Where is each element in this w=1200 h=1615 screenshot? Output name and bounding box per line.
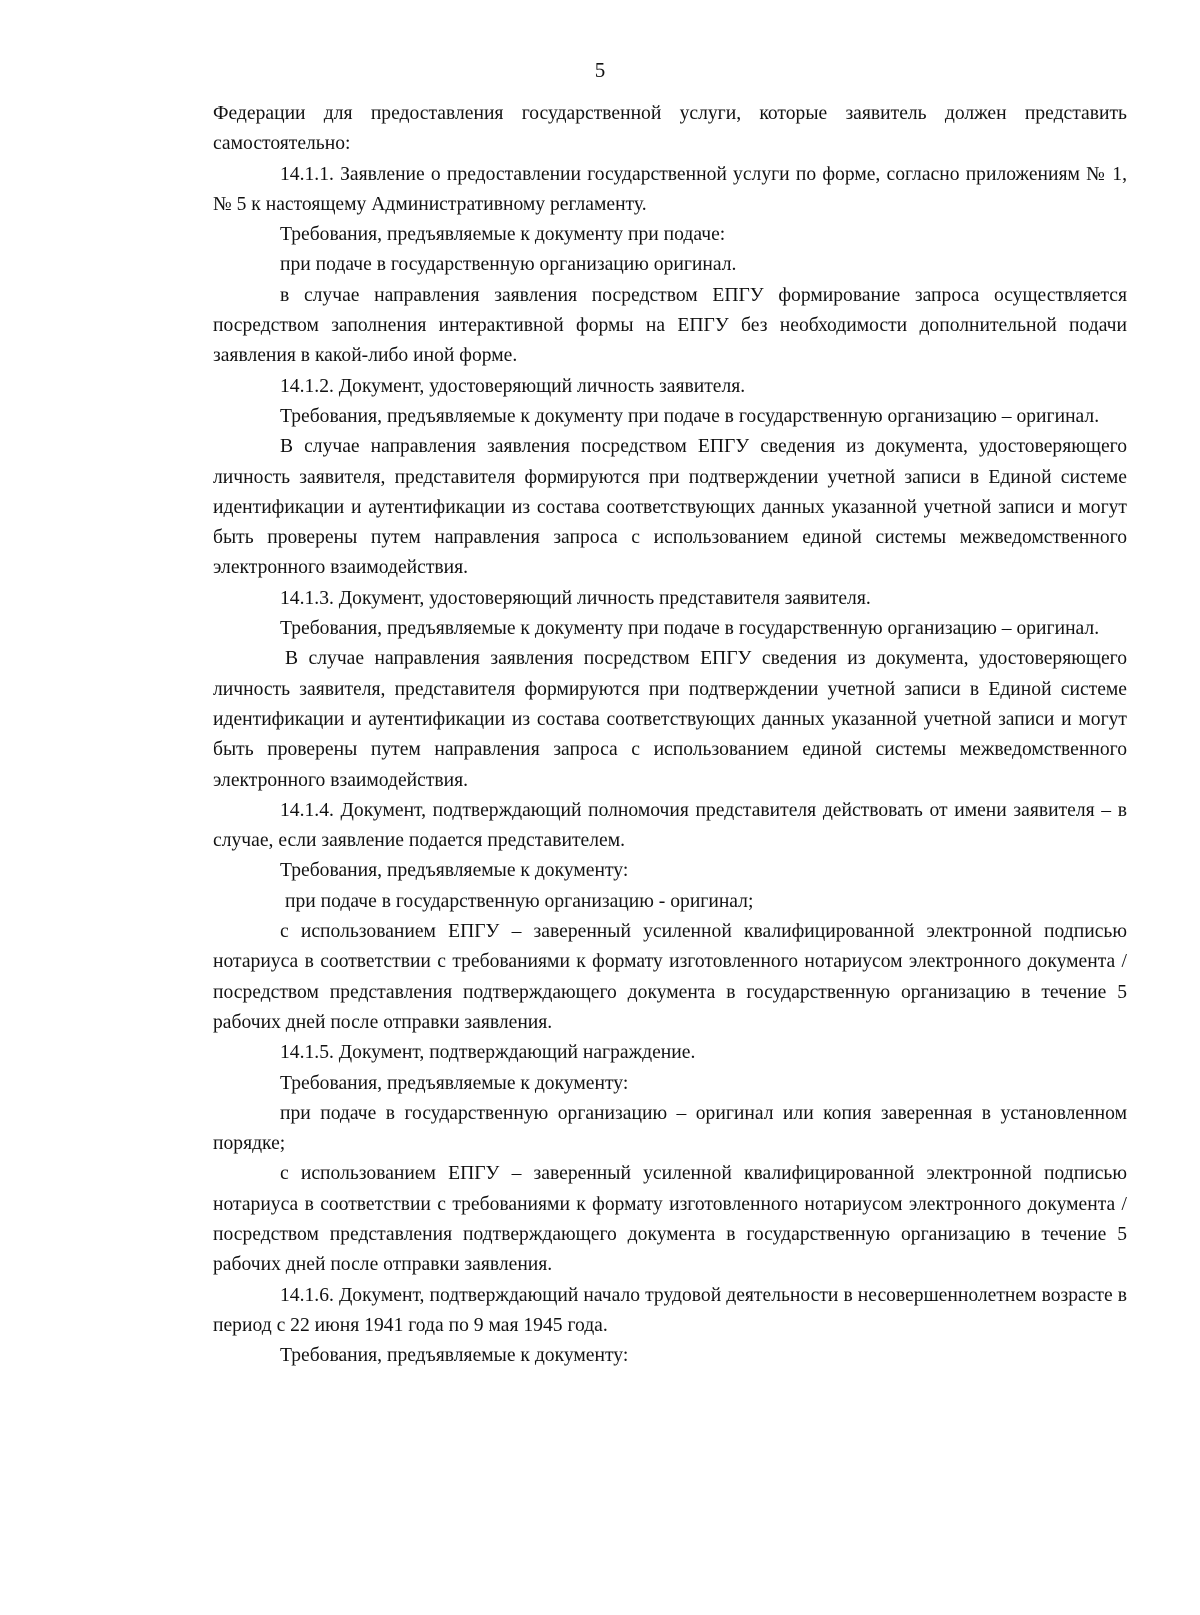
paragraph: Требования, предъявляемые к документу:	[280, 1072, 629, 1094]
paragraph: Требования, предъявляемые к документу:	[280, 1345, 629, 1367]
paragraph: Требования, предъявляемые к документу при подаче в государственную организацию – оригинал.	[280, 618, 1100, 640]
paragraph: Требования, предъявляемые к документу:	[280, 860, 629, 882]
paragraph: при подаче в государственную организацию – оригинал или копия заверенная в установленном порядке;	[213, 1102, 1127, 1155]
page-number: 5	[594, 58, 606, 82]
paragraph: Требования, предъявляемые к документу при подаче в государственную организацию – оригинал.	[280, 405, 1100, 427]
paragraph: 14.1.6. Документ, подтверждающий начало трудовой деятельности в несовершеннолетнем возрасте в период с 22 июня 1941 года по 9 мая 1945 года.	[213, 1284, 1127, 1336]
paragraph: 14.1.4. Документ, подтверждающий полномочия представителя действовать от имени заявителя – в случае, если заявление подается представителем.	[213, 799, 1127, 852]
paragraph: Требования, предъявляемые к документу при подаче:	[280, 224, 726, 246]
paragraph: 14.1.2. Документ, удостоверяющий личность заявителя.	[280, 375, 746, 397]
paragraph: В случае направления заявления посредством ЕПГУ сведения из документа, удостоверяющего личность заявителя, представителя формируются при подтверждении учетной записи в Единой системе идентификации и аутентификации из состава соответствующих данных указанной учетной записи и могут быть проверены путем направления запроса с использованием единой системы межведомственного электронного взаимодействия.	[213, 648, 1127, 791]
paragraph: 14.1.1. Заявление о предоставлении государственной услуги по форме, согласно приложениям № 1, № 5 к настоящему Административному регламенту.	[213, 163, 1127, 215]
paragraph: с использованием ЕПГУ – заверенный усиленной квалифицированной электронной подписью нотариуса в соответствии с требованиями к формату изготовленного нотариусом электронного документа / посредством представления подтверждающего документа в государственную организацию в течение 5 рабочих дней после отправки заявления.	[213, 921, 1127, 1033]
paragraph: 14.1.5. Документ, подтверждающий награждение.	[280, 1042, 696, 1064]
paragraph: В случае направления заявления посредством ЕПГУ сведения из документа, удостоверяющего личность заявителя, представителя формируются при подтверждении учетной записи в Единой системе идентификации и аутентификации из состава соответствующих данных указанной учетной записи и могут быть проверены путем направления запроса с использованием единой системы межведомственного электронного взаимодействия.	[213, 436, 1127, 579]
paragraph: при подаче в государственную организацию - оригинал;	[285, 890, 754, 912]
paragraph: в случае направления заявления посредством ЕПГУ формирование запроса осуществляется посредством заполнения интерактивной формы на ЕПГУ без необходимости дополнительной подачи заявления в какой-либо иной форме.	[213, 284, 1127, 367]
document-body	[213, 99, 1127, 1371]
paragraph: с использованием ЕПГУ – заверенный усиленной квалифицированной электронной подписью нотариуса в соответствии с требованиями к формату изготовленного нотариусом электронного документа / посредством представления подтверждающего документа в государственную организацию в течение 5 рабочих дней после отправки заявления.	[213, 1163, 1127, 1276]
paragraph: 14.1.3. Документ, удостоверяющий личность представителя заявителя.	[280, 587, 871, 609]
paragraph: Федерации для предоставления государственной услуги, которые заявитель должен представить самостоятельно:	[213, 103, 1127, 155]
paragraph: при подаче в государственную организацию оригинал.	[280, 254, 737, 276]
